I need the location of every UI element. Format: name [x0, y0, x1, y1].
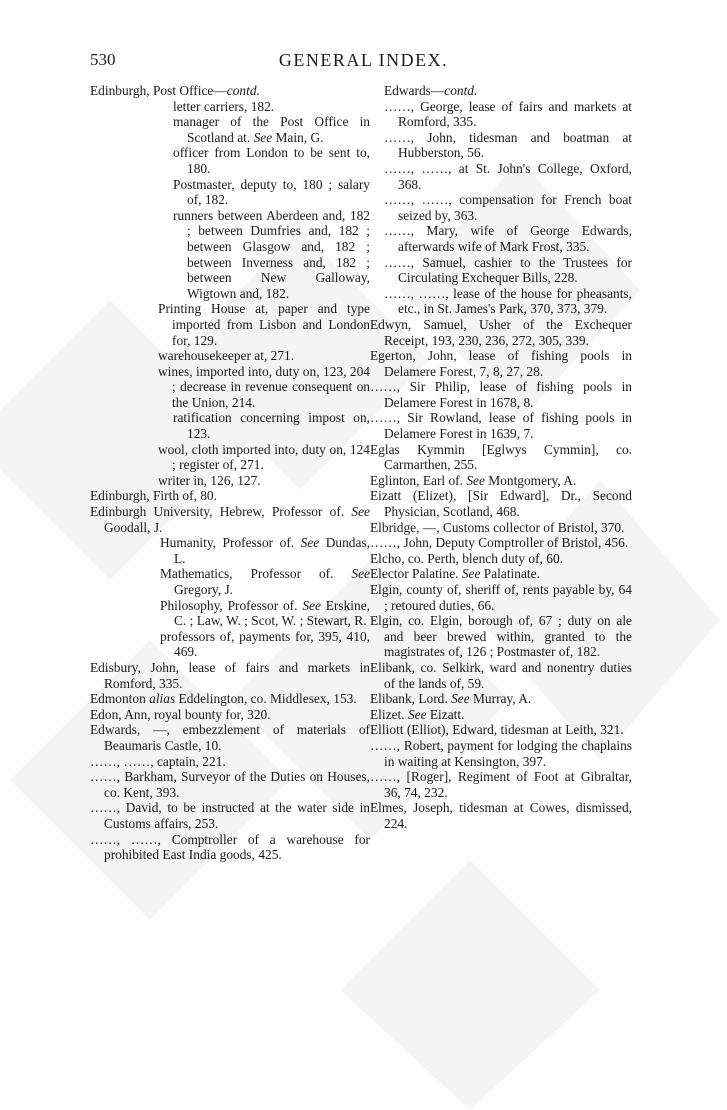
index-entry: [90, 629, 370, 660]
index-entry: [90, 832, 370, 863]
page-number: 530: [90, 50, 116, 69]
entry-text: ……, Mary, wife of George Edwards, afterwards wife of Mark Frost, 335.: [384, 223, 632, 254]
entry-text: ……, George, lease of fairs and markets at Romford, 335.: [384, 98, 632, 130]
entry-text: writer in, 126, 127.: [158, 472, 261, 488]
index-entry: [90, 800, 370, 831]
index-entry: [370, 613, 632, 660]
entry-italic: See: [407, 706, 427, 722]
entry-text: Elibank, co. Selkirk, ward and nonentry duties of the lands of, 59.: [370, 659, 632, 691]
entry-text: Elizet.: [370, 706, 408, 722]
entry-text-after: Montgomery, A.: [484, 472, 577, 488]
entry-text: ……, John, Deputy Comptroller of Bristol, 456.: [370, 535, 629, 551]
index-entry: [90, 208, 370, 302]
entry-text-after: Goodall, J.: [104, 519, 163, 535]
entry-text: ……, Robert, payment for lodging the chaplains in waiting at Kensington, 397.: [370, 737, 632, 769]
entry-text: ……, John, tidesman and boatman at Hubberston, 56.: [384, 129, 632, 161]
index-entry: [370, 800, 632, 831]
entry-text: ……, Samuel, cashier to the Trustees for Circulating Exchequer Bills, 228.: [384, 254, 632, 286]
entry-text: ……, ……, Comptroller of a warehouse for prohibited East India goods, 425.: [90, 831, 370, 863]
entry-text: Edwards, —, embezzlement of materials of Beaumaris Castle, 10.: [90, 722, 370, 753]
index-entry: [370, 707, 632, 723]
index-entry: [370, 223, 632, 254]
entry-italic: contd.: [226, 83, 260, 98]
entry-italic: See: [461, 566, 481, 582]
entry-text-after: Main, G.: [272, 129, 324, 145]
entry-text: Edinburgh, Post Office—: [90, 83, 227, 98]
left-column: [90, 83, 370, 863]
index-entry: [90, 364, 370, 411]
entry-text: Edmonton: [90, 691, 150, 707]
index-entry: [370, 410, 632, 441]
index-entry: [90, 504, 370, 535]
index-entry: [370, 317, 632, 348]
entry-text: Postmaster, deputy to, 180 ; salary of, 182.: [173, 176, 370, 208]
entry-text-after: Gregory, J.: [174, 582, 234, 597]
entry-text: ……, David, to be instructed at the water side in Customs affairs, 253.: [90, 800, 370, 831]
entry-italic: See: [351, 566, 370, 582]
index-entry: [370, 99, 632, 130]
index-entry: [370, 582, 632, 613]
entry-text-after: Murray, A.: [469, 691, 532, 707]
entry-text: Elgin, county of, sheriff of, rents payable by, 64 ; retoured duties, 66.: [370, 582, 632, 613]
entry-text: Elector Palatine.: [370, 566, 462, 582]
index-entry: [90, 301, 370, 348]
index-entry: [370, 348, 632, 379]
right-column: [370, 83, 632, 832]
index-entry: [90, 114, 370, 145]
index-entry: [370, 379, 632, 410]
index-entry: [90, 348, 370, 364]
index-entry: [90, 535, 370, 566]
entry-text: Edwards—: [384, 83, 445, 98]
index-entry: [370, 738, 632, 769]
index-entry: [370, 535, 632, 551]
entry-text-after: Palatinate.: [480, 566, 540, 582]
entry-text: ratification concerning impost on, 123.: [173, 410, 370, 442]
entry-italic: alias: [149, 691, 176, 707]
index-entry: [370, 520, 632, 536]
entry-text: Edinburgh University, Hebrew, Professor of.: [90, 504, 352, 520]
entry-text-after: Eizatt.: [426, 706, 465, 722]
entry-italic: See: [451, 691, 470, 707]
entry-text: professors of, payments for, 395, 410, 469.: [160, 628, 370, 660]
entry-text-after: Dundas, L.: [174, 535, 370, 566]
entry-text-after: Erskine, C. ; Law, W. ; Scot, W. ; Stewart, R.: [174, 597, 371, 629]
index-entry: [90, 754, 370, 770]
index-entry: [90, 488, 370, 504]
entry-text: Mathematics, Professor of.: [160, 566, 352, 582]
index-entry: [370, 161, 632, 192]
entry-text-after: Eddelington, co. Middlesex, 153.: [175, 691, 357, 707]
index-entry: [370, 769, 632, 800]
entry-text: ……, ……, captain, 221.: [90, 753, 226, 769]
index-entry: [90, 442, 370, 473]
index-entry: [370, 551, 632, 567]
index-entry: [90, 660, 370, 691]
index-entry: [90, 691, 370, 707]
index-entry: [90, 473, 370, 489]
index-entry: [90, 145, 370, 176]
entry-text: Eizatt (Elizet), [Sir Edward], Dr., Second Physician, Scotland, 468.: [370, 488, 632, 520]
entry-italic: See: [302, 597, 321, 613]
index-entry: [370, 473, 632, 489]
index-entry: [370, 488, 632, 519]
index-entry: [90, 707, 370, 723]
entry-text: officer from London to be sent to, 180.: [173, 145, 370, 176]
entry-text: warehousekeeper at, 271.: [158, 348, 295, 364]
index-entry: [90, 177, 370, 208]
index-entry: [90, 722, 370, 753]
index-entry: [90, 99, 370, 115]
index-entry: [370, 255, 632, 286]
entry-text: letter carriers, 182.: [173, 98, 275, 114]
entry-text: Edwyn, Samuel, Usher of the Exchequer Receipt, 193, 230, 236, 272, 305, 339.: [370, 316, 632, 348]
entry-text: runners between Aberdeen and, 182 ; between Dumfries and, 182 ; between Glasgow and, 182 ; between Inverness and, 182 ; between New Galloway, Wigtown and, 182.: [173, 207, 370, 301]
entry-text: manager of the Post Office in Scotland at.: [173, 114, 370, 145]
index-entry: [370, 691, 632, 707]
index-entry: [90, 410, 370, 441]
entry-text: Elibank, Lord.: [370, 691, 452, 707]
entry-italic: contd.: [444, 83, 478, 98]
entry-text: ……, [Roger], Regiment of Foot at Gibraltar, 36, 74, 232.: [370, 769, 632, 800]
index-entry: [370, 192, 632, 223]
entry-italic: See: [300, 535, 320, 551]
entry-text: wool, cloth imported into, duty on, 124 ; register of, 271.: [158, 441, 370, 473]
index-entry: [370, 660, 632, 691]
entry-text: Edon, Ann, royal bounty for, 320.: [90, 706, 271, 722]
running-title: GENERAL INDEX.: [278, 50, 449, 70]
entry-text: Elgin, co. Elgin, borough of, 67 ; duty on ale and beer brewed within, granted to the magistrates of, 126 ; Postmaster of, 182.: [370, 613, 632, 660]
entry-text: Humanity, Professor of.: [160, 535, 301, 551]
entry-text: Printing House at, paper and type imported from Lisbon and London for, 129.: [158, 301, 370, 348]
entry-italic: See: [351, 504, 370, 520]
index-entry: [370, 722, 632, 738]
entry-text: ……, Sir Rowland, lease of fishing pools in Delamere Forest in 1639, 7.: [370, 410, 632, 442]
entry-text: wines, imported into, duty on, 123, 204 ; decrease in revenue consequent on the Union, 214.: [158, 363, 370, 410]
entry-text: Edinburgh, Firth of, 80.: [90, 488, 217, 504]
entry-italic: See: [253, 129, 273, 145]
index-entry: [90, 598, 370, 629]
entry-text: ……, ……, at St. John's College, Oxford, 368.: [384, 160, 632, 192]
entry-italic: See: [466, 472, 485, 488]
index-entry: [370, 130, 632, 161]
index-entry: [370, 83, 632, 99]
entry-text: Elliott (Elliot), Edward, tidesman at Leith, 321.: [370, 722, 624, 738]
entry-text: Philosophy, Professor of.: [160, 597, 303, 613]
entry-text: Elbridge, —, Customs collector of Bristol, 370.: [370, 519, 625, 535]
index-entry: [370, 442, 632, 473]
entry-text: Elmes, Joseph, tidesman at Cowes, dismissed, 224.: [370, 800, 632, 831]
entry-text: Elcho, co. Perth, blench duty of, 60.: [370, 550, 564, 566]
page-header: [0, 50, 727, 74]
entry-text: ……, ……, lease of the house for pheasants, etc., in St. James's Park, 370, 373, 379.: [384, 285, 632, 317]
entry-text: ……, Sir Philip, lease of fishing pools in Delamere Forest in 1678, 8.: [370, 379, 632, 410]
entry-text: ……, ……, compensation for French boat seized by, 363.: [384, 192, 632, 223]
entry-text: ……, Barkham, Surveyor of the Duties on Houses, co. Kent, 393.: [90, 769, 370, 800]
entry-text: Egerton, John, lease of fishing pools in Delamere Forest, 7, 8, 27, 28.: [370, 348, 632, 379]
index-entry: [370, 286, 632, 317]
index-entry: [90, 83, 370, 99]
entry-text: Eglas Kymmin [Eglwys Cymmin], co. Carmarthen, 255.: [370, 441, 632, 473]
index-entry: [90, 566, 370, 597]
index-entry: [370, 566, 632, 582]
index-entry: [90, 769, 370, 800]
entry-text: Eglinton, Earl of.: [370, 472, 467, 488]
entry-text: Edisbury, John, lease of fairs and markets in Romford, 335.: [90, 659, 370, 691]
